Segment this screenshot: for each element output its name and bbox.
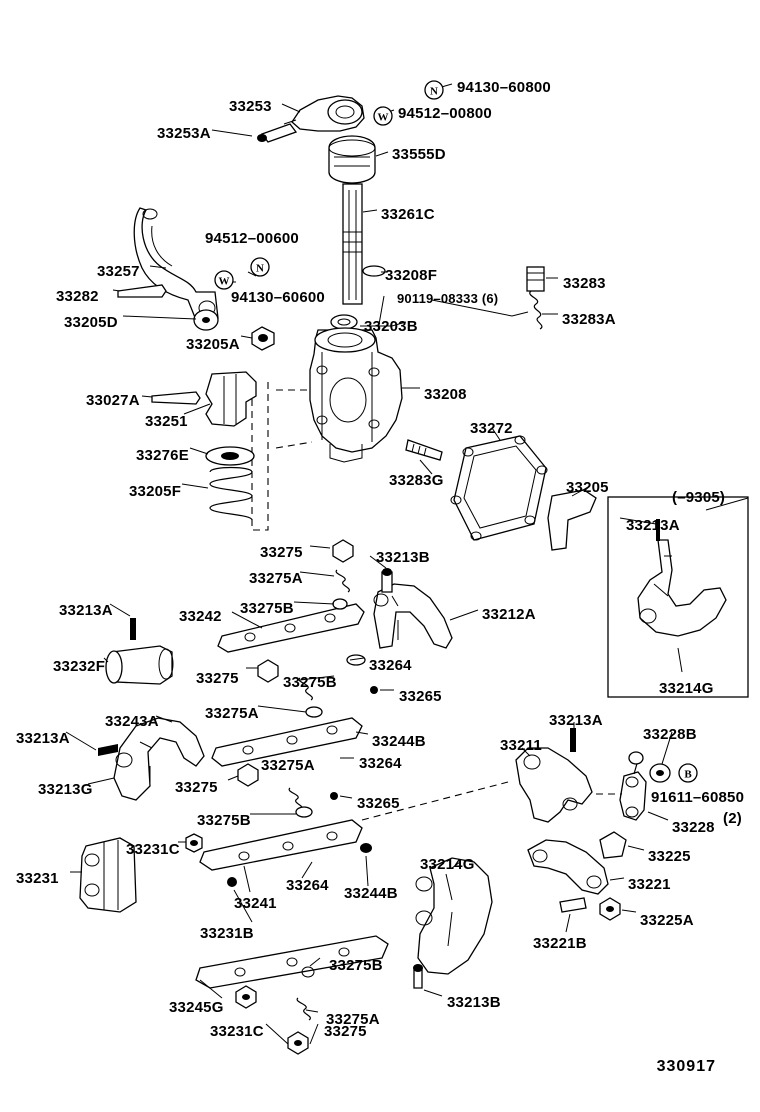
part-33231C-nut-a bbox=[186, 834, 202, 852]
label-33253: 33253 bbox=[229, 98, 272, 115]
svg-text:W: W bbox=[377, 111, 389, 124]
label-33275-d: 33275 bbox=[324, 1023, 367, 1040]
part-33221B-pin bbox=[560, 898, 586, 912]
svg-text:B: B bbox=[684, 768, 692, 781]
label-33275B-b: 33275B bbox=[283, 674, 337, 691]
part-33228B-washer bbox=[650, 764, 670, 782]
label-33205F: 33205F bbox=[129, 483, 182, 500]
part-33228-link bbox=[620, 752, 646, 820]
figure-number: 330917 bbox=[656, 1058, 716, 1075]
part-33282-pin bbox=[118, 285, 166, 297]
badge-N-mid bbox=[250, 257, 270, 277]
label-33213B-b: 33213B bbox=[447, 994, 501, 1011]
label-94130-60800: 94130–60800 bbox=[457, 79, 551, 96]
label-33244B-b: 33244B bbox=[344, 885, 398, 902]
label-33245G: 33245G bbox=[169, 999, 224, 1016]
part-33276E-seat bbox=[206, 447, 254, 465]
label-33257: 33257 bbox=[97, 263, 140, 280]
label-33208: 33208 bbox=[424, 386, 467, 403]
part-33261C-shaft bbox=[343, 184, 362, 304]
label-33264-c: 33264 bbox=[286, 877, 329, 894]
label-33283A: 33283A bbox=[562, 311, 616, 328]
label-33275A-c: 33275A bbox=[261, 757, 315, 774]
label-94130-60600: 94130–60600 bbox=[231, 289, 325, 306]
label-33264-b: 33264 bbox=[359, 755, 402, 772]
part-33208-housing bbox=[310, 328, 402, 462]
label-33275B: 33275B bbox=[240, 600, 294, 617]
label-33275B-c: 33275B bbox=[197, 812, 251, 829]
badge-W-top bbox=[373, 106, 393, 126]
part-33212A-fork bbox=[374, 584, 452, 648]
label-33232F: 33232F bbox=[53, 658, 106, 675]
label-33244B-a: 33244B bbox=[372, 733, 426, 750]
label-33253A: 33253A bbox=[157, 125, 211, 142]
part-33225A-nut bbox=[600, 898, 620, 920]
label-33272: 33272 bbox=[470, 420, 513, 437]
part-33232F-sleeve bbox=[106, 646, 173, 684]
label-33275A-b: 33275A bbox=[205, 705, 259, 722]
label-33265-b: 33265 bbox=[357, 795, 400, 812]
label-33283: 33283 bbox=[563, 275, 606, 292]
label-33212A: 33212A bbox=[482, 606, 536, 623]
part-33253-lever bbox=[257, 96, 364, 142]
label-33275A-d: 33275A bbox=[326, 1011, 380, 1028]
label-33276E: 33276E bbox=[136, 447, 189, 464]
label-33213A-c: 33213A bbox=[16, 730, 70, 747]
label-33231C-a: 33231C bbox=[126, 841, 180, 858]
part-33205F-spring bbox=[210, 468, 252, 521]
label-33213B-a: 33213B bbox=[376, 549, 430, 566]
part-33205A-nut bbox=[252, 327, 274, 350]
part-33203B-ring bbox=[331, 315, 357, 329]
label-94512-00800: 94512–00800 bbox=[398, 105, 492, 122]
label-33213A-b: 33213A bbox=[549, 712, 603, 729]
part-33283-plug bbox=[527, 267, 544, 329]
part-33213A-pin-c bbox=[570, 728, 576, 752]
dashed-guide-left3 bbox=[276, 442, 312, 448]
label-33213A-inset: 33213A bbox=[626, 517, 680, 534]
label-33228: 33228 bbox=[672, 819, 715, 836]
label-33275B-d: 33275B bbox=[329, 957, 383, 974]
label-qty-2: (2) bbox=[723, 810, 742, 827]
part-33213A-pin-b bbox=[98, 744, 118, 756]
label-33205: 33205 bbox=[566, 479, 609, 496]
part-33272-gasket bbox=[451, 436, 547, 540]
part-33213B-pin-b bbox=[413, 964, 423, 988]
label-33221: 33221 bbox=[628, 876, 671, 893]
label-33203B: 33203B bbox=[364, 318, 418, 335]
label-33231: 33231 bbox=[16, 870, 59, 887]
part-33214G-fork bbox=[416, 858, 492, 974]
label-33241: 33241 bbox=[234, 895, 277, 912]
label-33251: 33251 bbox=[145, 413, 188, 430]
label-94512-00600: 94512–00600 bbox=[205, 230, 299, 247]
label-33205A: 33205A bbox=[186, 336, 240, 353]
part-33205D-washer bbox=[194, 310, 218, 330]
label-33243A: 33243A bbox=[105, 713, 159, 730]
label-33231B: 33231B bbox=[200, 925, 254, 942]
part-33027A-pin bbox=[152, 392, 200, 404]
part-33283G-bolt bbox=[406, 440, 442, 460]
label-33211: 33211 bbox=[500, 737, 542, 754]
label-33213A-a: 33213A bbox=[59, 602, 113, 619]
label-33214G: 33214G bbox=[420, 856, 475, 873]
part-33211-lever bbox=[516, 748, 592, 822]
label-91611-60850: 91611–60850 bbox=[651, 789, 745, 806]
part-33555D-boot bbox=[329, 136, 375, 183]
label-33275: 33275 bbox=[260, 544, 303, 561]
badge-W-mid bbox=[214, 270, 234, 290]
label-inset-header: (–9305) bbox=[672, 489, 726, 506]
badge-N-top bbox=[424, 80, 444, 100]
label-33231C-b: 33231C bbox=[210, 1023, 264, 1040]
label-33275A: 33275A bbox=[249, 570, 303, 587]
label-33282: 33282 bbox=[56, 288, 99, 305]
part-33205-lever-tip bbox=[548, 490, 596, 550]
part-33221-lever bbox=[528, 840, 608, 894]
label-33242: 33242 bbox=[179, 608, 222, 625]
label-33265-a: 33265 bbox=[399, 688, 442, 705]
svg-text:N: N bbox=[430, 85, 438, 98]
label-33205D: 33205D bbox=[64, 314, 118, 331]
label-33264-a: 33264 bbox=[369, 657, 412, 674]
label-33275-b: 33275 bbox=[196, 670, 239, 687]
label-33555D: 33555D bbox=[392, 146, 446, 163]
label-33228B: 33228B bbox=[643, 726, 697, 743]
part-33213B-pin-a bbox=[382, 568, 392, 592]
badge-B-right bbox=[678, 763, 698, 783]
label-33225A: 33225A bbox=[640, 912, 694, 929]
label-90119-08333: 90119–08333 (6) bbox=[397, 291, 499, 306]
label-33027A: 33027A bbox=[86, 392, 140, 409]
svg-text:W: W bbox=[218, 275, 230, 288]
label-33283G: 33283G bbox=[389, 472, 444, 489]
part-33251-bracket bbox=[206, 372, 256, 426]
label-33261C: 33261C bbox=[381, 206, 435, 223]
label-33275-c: 33275 bbox=[175, 779, 218, 796]
label-33221B: 33221B bbox=[533, 935, 587, 952]
part-33208F-washer bbox=[363, 266, 385, 276]
part-33225-bracket bbox=[600, 832, 626, 858]
part-33213A-pin-a bbox=[130, 618, 136, 640]
part-33257-lever bbox=[134, 208, 218, 320]
hardware-cluster-bottom bbox=[236, 986, 310, 1054]
label-33225: 33225 bbox=[648, 848, 691, 865]
label-33213G: 33213G bbox=[38, 781, 93, 798]
label-33208F: 33208F bbox=[385, 267, 438, 284]
svg-text:N: N bbox=[256, 262, 264, 275]
label-33214G-inset: 33214G bbox=[659, 680, 714, 697]
